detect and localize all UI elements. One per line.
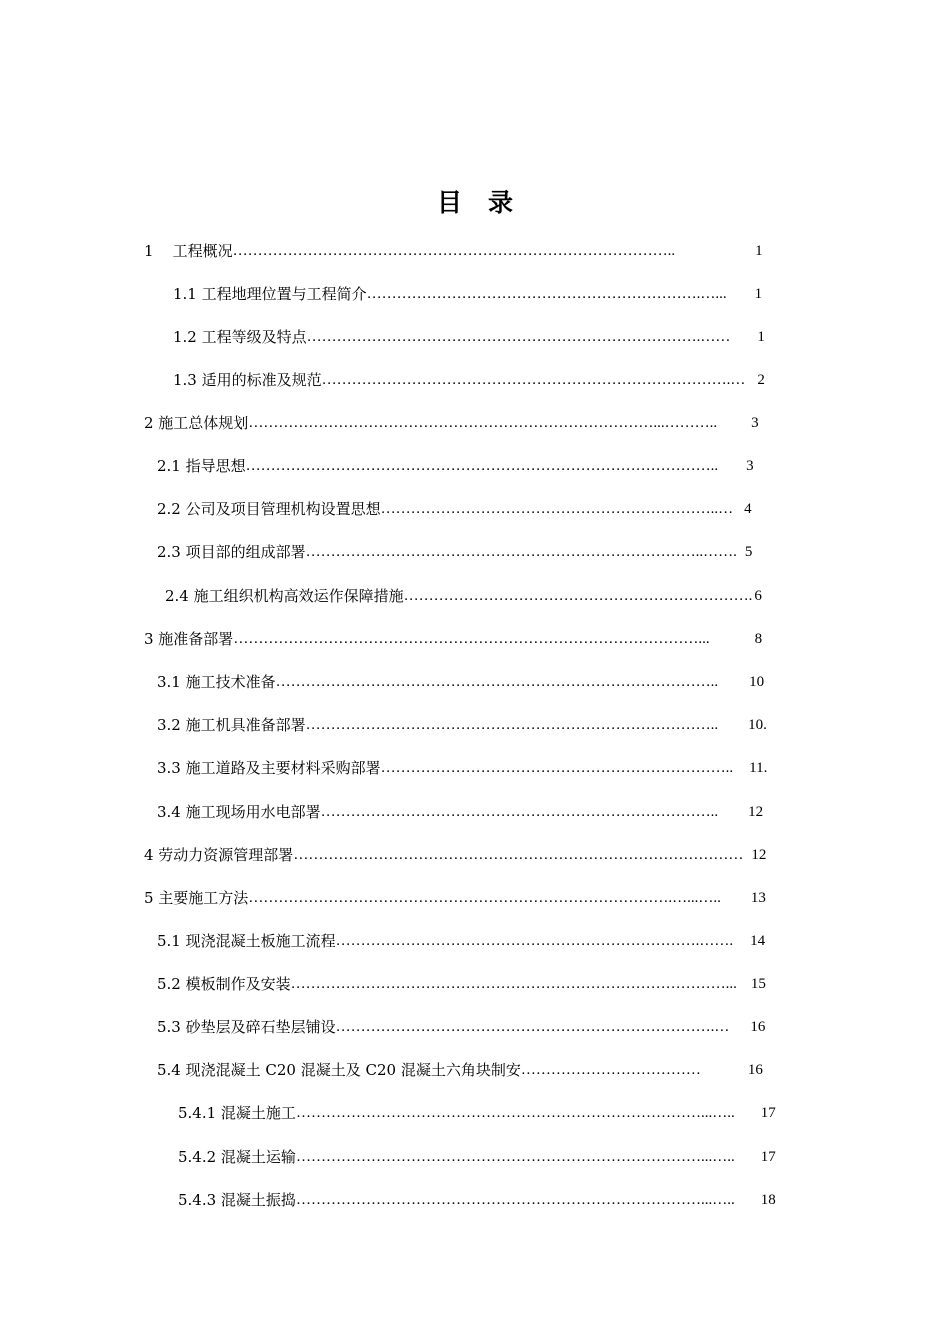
toc-entry-label: 1.3 适用的标准及规范 [173,371,322,389]
toc-entry[interactable] [157,498,753,520]
toc-entry[interactable] [157,930,766,952]
toc-entry[interactable] [144,412,759,434]
toc-entry-page: 2 [757,372,765,388]
toc-entry-leader: ………………………………………………………….…... [366,286,727,302]
toc-entry-page: 12 [751,847,766,863]
toc-entry[interactable] [157,1059,763,1081]
toc-entry-leader: ……………………………………………………………………………... [290,976,737,992]
toc-entry-leader: ……………………………………………………………….……. [335,933,734,949]
toc-entry-leader: …………………………………………………………………………….. [232,243,676,259]
toc-entry-page: 10 [749,674,765,690]
toc-entry-leader: ………………………………………………………………………….…...….. [248,890,721,906]
toc-entry[interactable] [157,757,768,779]
toc-title-char-2: 录 [488,188,514,217]
toc-entry-label: 5.4 现浇混凝土 C20 混凝土及 C20 混凝土六角块制安 [157,1061,521,1079]
toc-entry-page: 11. [749,760,768,776]
toc-entry-leader: ………………………………………………………………………………….. [245,458,719,474]
toc-entry[interactable] [173,369,766,391]
toc-entry-leader: ……………………………………………………………. [403,588,753,604]
toc-entry-leader: …………………………………………………………………………………... [233,631,710,647]
toc-entry-page: 6 [754,588,762,604]
toc-entry-leader: ……………………………… [520,1062,701,1078]
toc-entry-label: 1.2 工程等级及特点 [173,328,307,346]
toc-entry[interactable] [173,283,763,305]
toc-entry[interactable] [173,326,766,348]
toc-entry-label: 5.1 现浇混凝土板施工流程 [157,932,336,950]
toc-entry[interactable] [165,585,763,607]
toc-entry-page: 13 [750,890,766,906]
toc-entry-label: 1.1 工程地理位置与工程简介 [173,285,367,303]
toc-entry-page: 1 [754,286,763,302]
toc-entry-label: 5.4.3 混凝土振捣 [178,1191,296,1209]
toc-entry-page: 17 [760,1149,776,1165]
toc-entry-label: 5.4.1 混凝土施工 [178,1104,296,1122]
toc-entry-label: 2.2 公司及项目管理机构设置思想 [157,500,381,518]
toc-entry-leader: ……………………………………………………………………..……. [305,544,737,560]
toc-entry-page: 4 [744,501,752,517]
toc-entry-page: 3 [751,415,759,431]
toc-entry-leader: …………………………………………………………..… [380,501,734,517]
toc-entry-label: 5.4.2 混凝土运输 [178,1148,296,1166]
toc-entry-leader: ………………………………………………………………………...….. [295,1105,735,1121]
toc-entry[interactable] [144,887,766,909]
toc-entry[interactable] [157,455,755,477]
toc-entry-leader: ……………………………………………………………………….. [305,717,719,733]
toc-entry[interactable] [144,240,764,262]
toc-entry[interactable] [144,844,766,866]
toc-entry-label: 3 施准备部署 [144,630,234,648]
toc-entry[interactable] [157,1016,766,1038]
toc-entry-leader: ………………………………………………………………….… [335,1019,730,1035]
toc-entry[interactable] [178,1189,776,1211]
toc-entry-page: 16 [747,1062,763,1078]
toc-entry-label: 3.1 施工技术准备 [157,673,276,691]
toc-entry-label: 2.4 施工组织机构高效运作保障措施 [165,587,404,605]
toc-title [0,186,950,220]
toc-entry-page: 14 [750,933,766,949]
toc-entry-label: 3.2 施工机具准备部署 [157,716,306,734]
toc-entry-leader: ………………………………………………………………………...……….. [248,415,718,431]
toc-entry-label: 3.4 施工现场用水电部署 [157,803,321,821]
toc-entry-page: 17 [760,1105,776,1121]
toc-entry-page: 18 [760,1192,776,1208]
toc-entry-page: 3 [746,458,754,474]
toc-entry-label: 5.3 砂垫层及碎石垫层铺设 [157,1018,336,1036]
toc-entry-page: 12 [748,804,764,820]
toc-entry-page: 5 [744,544,753,560]
toc-entry-page: 10. [748,717,767,733]
toc-entry-leader: ……………………………………………………………………….… [321,372,746,388]
toc-entry-label: 2.1 指导思想 [157,457,246,475]
toc-entry-leader: ……………………………………………………………………………… [293,847,744,863]
toc-entry[interactable] [178,1102,776,1124]
toc-entry-label: 3.3 施工道路及主要材料采购部署 [157,759,381,777]
toc-entry-label: 2.3 项目部的组成部署 [157,543,306,561]
toc-entry[interactable] [157,714,768,736]
toc-entry-leader: …………………………………………………………….. [380,760,734,776]
toc-entry-leader: ………………………………………………………………………...….. [295,1149,735,1165]
toc-entry-leader: …………………………………………………………………….. [320,804,719,820]
toc-entry-leader: …………………………………………………………………….…… [306,329,731,345]
toc-entry-page: 1 [757,329,765,345]
toc-entry-page: 15 [750,976,766,992]
toc-entry-label: 5.2 模板制作及安装 [157,975,291,993]
toc-entry-leader: …………………………………………………………………………….. [275,674,719,690]
toc-entry-page: 1 [755,243,763,259]
toc-entry-label: 2 施工总体规划 [144,414,249,432]
toc-entry[interactable] [157,541,753,563]
toc-title-char-1: 目 [436,188,462,217]
toc-entry[interactable] [178,1146,776,1168]
toc-entry-page: 8 [754,631,762,647]
toc-entry-leader: ………………………………………………………………………...….. [295,1192,735,1208]
toc-entry[interactable] [157,671,765,693]
toc-entry-label: 5 主要施工方法 [144,889,249,907]
toc-entry-label: 4 劳动力资源管理部署 [144,846,294,864]
toc-entry[interactable] [144,628,762,650]
toc-entry-page: 16 [750,1019,766,1035]
toc-entry[interactable] [157,801,764,823]
toc-entry-label: 1 工程概况 [144,242,233,260]
toc-entry[interactable] [157,973,766,995]
